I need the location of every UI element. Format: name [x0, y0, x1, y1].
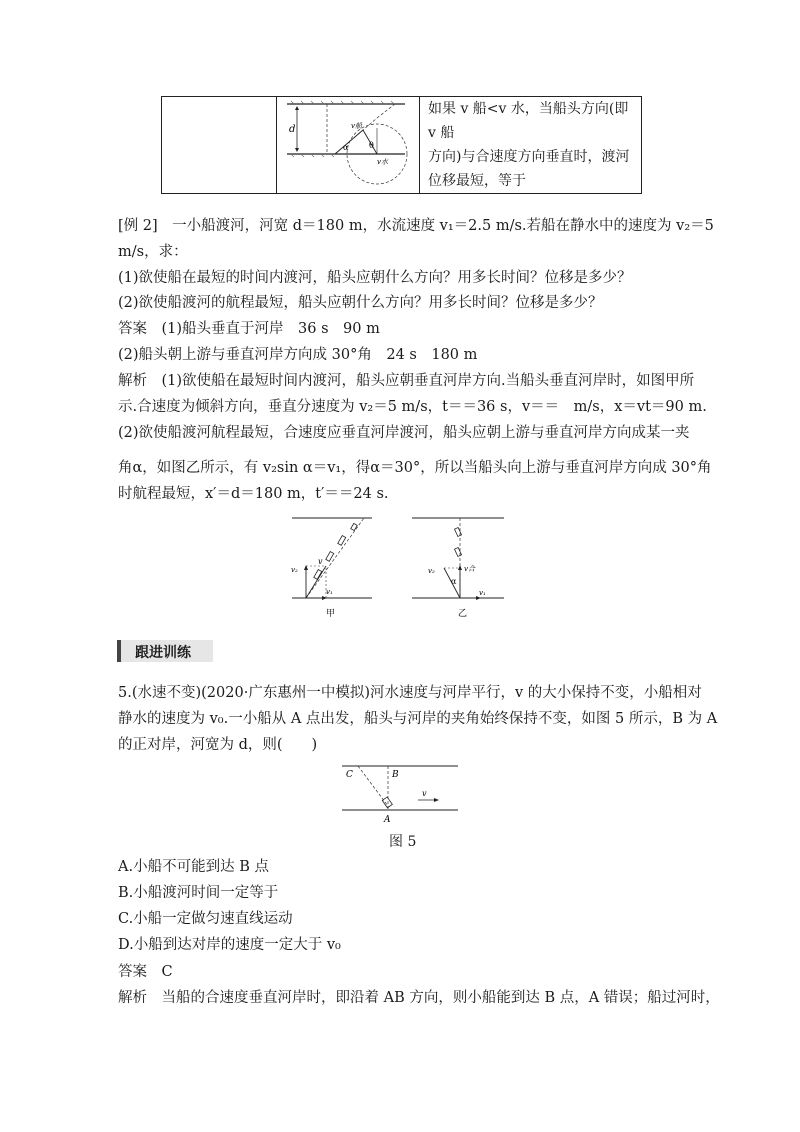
jia-caption: 甲	[326, 609, 336, 619]
question-2: (2)欲使船渡河的航程最短，船头应朝什么方向？用多长时间？位移是多少？	[118, 295, 603, 311]
analysis-line: (2)欲使船渡河航程最短，合速度应垂直河岸渡河，船头应朝上游与垂直河岸方向成某一夹	[118, 425, 690, 441]
option-D: D.小船到达对岸的速度一定大于 v₀	[118, 937, 341, 953]
option-C: C.小船一定做匀速直线运动	[118, 911, 293, 927]
jia-v-label: v	[318, 557, 323, 566]
yi-v1-label: v₁	[479, 589, 486, 597]
analysis-line: 示.合速度为倾斜方向，垂直分速度为 v₂＝5 m/s，t＝＝36 s，v＝＝ m/s，x＝vt＝90 m.	[118, 399, 707, 415]
option-A: A.小船不可能到达 B 点	[118, 859, 269, 875]
analysis-line: 时航程最短，x′＝d＝180 m，t′＝＝24 s.	[118, 486, 389, 502]
v-boat-label: v船	[351, 121, 362, 130]
v-water-label: v水	[377, 157, 388, 166]
problem-line: 5.(水速不变)(2020·广东惠州一中模拟)河水速度与河岸平行，v 的大小保持不变，小船相对	[118, 685, 702, 701]
theta-label: θ	[369, 140, 374, 150]
yi-v2-label: v₂	[428, 567, 435, 575]
analysis-line: 解析 (1)欲使船在最短时间内渡河，船头应朝垂直河岸方向.当船头垂直河岸时，如图甲所	[118, 373, 695, 389]
yi-caption: 乙	[458, 609, 468, 619]
figure-yi	[408, 514, 508, 622]
section-header	[117, 640, 213, 662]
label-C: C	[346, 770, 353, 780]
jia-v2-label: v₂	[291, 566, 298, 574]
section-title: 跟进训练	[135, 645, 191, 661]
problem-line: 的正对岸，河宽为 d，则( )	[118, 737, 318, 753]
d-label: d	[289, 123, 296, 135]
figure-jia	[288, 514, 378, 622]
example-line: [例 2] 一小船渡河，河宽 d＝180 m，水流速度 v₁＝2.5 m/s.若船在静水中的速度为 v₂＝5	[118, 218, 714, 234]
figure-5-caption: 图 5	[389, 834, 417, 850]
option-B: B.小船渡河时间一定等于	[118, 885, 279, 901]
problem-line: 静水的速度为 v₀.一小船从 A 点出发，船头与河岸的夹角始终保持不变，如图 5 所示，B 为 A	[118, 711, 718, 727]
figure-5	[338, 762, 462, 826]
label-v: v	[422, 789, 427, 798]
table-cell-text	[420, 97, 642, 194]
summary-table	[161, 96, 642, 194]
example-line: m/s，求：	[118, 244, 188, 260]
min-displacement-figure	[277, 98, 419, 189]
answer-line: 答案 (1)船头垂直于河岸 36 s 90 m	[118, 321, 380, 337]
table-text-line: 方向)与合速度方向垂直时，渡河	[428, 149, 630, 165]
answer-line: (2)船头朝上游与垂直河岸方向成 30°角 24 s 180 m	[118, 347, 478, 363]
table-text-line: 位移最短，等于	[428, 173, 526, 189]
table-cell-empty	[162, 97, 277, 194]
yi-alpha-label: α	[451, 577, 457, 586]
question-1: (1)欲使船在最短的时间内渡河，船头应朝什么方向？用多长时间？位移是多少？	[118, 270, 632, 286]
alpha-label: α	[343, 142, 349, 152]
jia-v1-label: v₁	[326, 588, 333, 596]
yi-vhe-label: v合	[464, 565, 475, 573]
answer-line: 答案 C	[118, 964, 173, 980]
label-A: A	[384, 815, 391, 825]
analysis-line: 角α，如图乙所示，有 v₂sin α＝v₁，得α＝30°，所以当船头向上游与垂直河岸方向成 30°角	[118, 460, 712, 476]
label-B: B	[392, 770, 399, 780]
table-cell-figure	[277, 97, 420, 194]
analysis-line: 解析 当船的合速度垂直河岸时，即沿着 AB 方向，则小船能到达 B 点，A 错误；船过河时，	[118, 990, 720, 1006]
table-text-line: 如果 v 船<v 水，当船头方向(即 v 船	[428, 101, 629, 141]
